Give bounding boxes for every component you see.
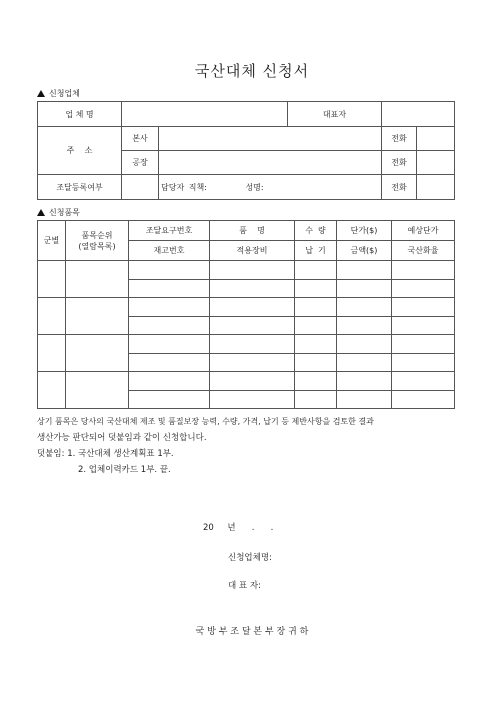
col-unit-price-header: 단가($): [337, 221, 392, 241]
stock-no-cell[interactable]: [129, 280, 210, 298]
company-name-label: 업 체 명: [38, 102, 122, 127]
order-cell[interactable]: [66, 335, 129, 372]
col-order-header: [66, 221, 129, 261]
ceo-field[interactable]: [382, 102, 455, 127]
section-items-label: 신청품목: [49, 208, 80, 217]
position-label: 직책:: [188, 182, 207, 192]
col-delivery-header: 납 기: [295, 241, 337, 261]
triangle-icon: [37, 90, 45, 97]
section-items-heading: [37, 207, 80, 218]
amount-cell[interactable]: [337, 391, 392, 409]
contact-label: 담당자: [161, 182, 185, 192]
equip-cell[interactable]: [210, 317, 295, 335]
table-row: [38, 335, 455, 354]
col-order-line1: 품목순위: [81, 230, 113, 240]
delivery-cell[interactable]: [295, 280, 337, 298]
item-cell[interactable]: [210, 335, 295, 354]
table-row: [38, 261, 455, 280]
attachment-line1: 덧붙임: 1. 국산대체 생산계획표 1부.: [37, 449, 174, 459]
col-item-header: 품 명: [210, 221, 295, 241]
applicant-company-line: 신청업체명:: [228, 553, 272, 563]
ceo-label: 대표자: [288, 102, 382, 127]
group-cell[interactable]: [38, 261, 66, 298]
col-qty-header: 수 량: [295, 221, 337, 241]
attachment-line2: 2. 업체이력카드 1부. 끝.: [78, 465, 171, 475]
req-no-cell[interactable]: [129, 298, 210, 317]
representative-line: 대 표 자:: [228, 581, 261, 591]
group-cell[interactable]: [38, 335, 66, 372]
qty-cell[interactable]: [295, 372, 337, 391]
statement-line2: 생산가능 판단되어 덧붙임과 같이 신청합니다.: [37, 433, 207, 443]
delivery-cell[interactable]: [295, 354, 337, 372]
hq-label: 본사: [122, 127, 159, 151]
group-cell[interactable]: [38, 298, 66, 335]
unit-price-cell[interactable]: [337, 335, 392, 354]
stock-no-cell[interactable]: [129, 391, 210, 409]
company-name-field[interactable]: [122, 102, 288, 127]
order-cell[interactable]: [66, 372, 129, 409]
currency-cell[interactable]: [392, 280, 455, 298]
name-label: 성명:: [245, 182, 264, 192]
items-table: [37, 220, 455, 409]
req-no-cell[interactable]: [129, 372, 210, 391]
statement-line1: 상기 품목은 당사의 국산대체 제조 및 품질보장 능력, 수량, 가격, 납기 등 제반사항을 검토한 결과: [37, 417, 374, 426]
order-cell[interactable]: [66, 261, 129, 298]
document-title: 국산대체 신청서: [194, 62, 310, 80]
equip-cell[interactable]: [210, 391, 295, 409]
currency-cell[interactable]: [392, 354, 455, 372]
item-cell[interactable]: [210, 261, 295, 280]
col-amount-header: 금액($): [337, 241, 392, 261]
contact-phone-label: 전화: [382, 175, 417, 200]
order-cell[interactable]: [66, 298, 129, 335]
group-cell[interactable]: [38, 372, 66, 409]
address-label: 주 소: [38, 127, 122, 175]
amount-cell[interactable]: [337, 354, 392, 372]
est-price-cell[interactable]: [392, 261, 455, 280]
stock-no-cell[interactable]: [129, 354, 210, 372]
qty-cell[interactable]: [295, 298, 337, 317]
qty-cell[interactable]: [295, 261, 337, 280]
item-cell[interactable]: [210, 298, 295, 317]
col-currency-header: 국산화율: [392, 241, 455, 261]
est-price-cell[interactable]: [392, 372, 455, 391]
date-line: 20 년 . .: [203, 523, 274, 533]
recipient-line: 국 방 부 조 달 본 부 장 귀 하: [195, 627, 309, 637]
delivery-cell[interactable]: [295, 391, 337, 409]
equip-cell[interactable]: [210, 280, 295, 298]
applicant-table: [37, 101, 455, 200]
est-price-cell[interactable]: [392, 298, 455, 317]
currency-cell[interactable]: [392, 317, 455, 335]
col-group-header: 군별: [38, 221, 66, 261]
unit-price-cell[interactable]: [337, 298, 392, 317]
col-order-line2: (열람목록): [78, 241, 116, 251]
section-applicant-heading: [37, 88, 80, 99]
table-row: [38, 372, 455, 391]
factory-address-field[interactable]: [159, 151, 382, 175]
factory-phone-label: 전화: [382, 151, 417, 175]
unit-price-cell[interactable]: [337, 372, 392, 391]
factory-label: 공장: [122, 151, 159, 175]
hq-address-field[interactable]: [159, 127, 382, 151]
section-applicant-label: 신청업체: [49, 89, 80, 98]
amount-cell[interactable]: [337, 317, 392, 335]
hq-phone-field[interactable]: [417, 127, 455, 151]
col-equip-header: 적용장비: [210, 241, 295, 261]
col-req-no-header: 조달요구번호: [129, 221, 210, 241]
currency-cell[interactable]: [392, 391, 455, 409]
table-row: [38, 298, 455, 317]
registration-label: 조달등록여부: [38, 175, 122, 200]
unit-price-cell[interactable]: [337, 261, 392, 280]
col-est-price-header: 예상단가: [392, 221, 455, 241]
factory-phone-field[interactable]: [417, 151, 455, 175]
req-no-cell[interactable]: [129, 335, 210, 354]
req-no-cell[interactable]: [129, 261, 210, 280]
col-stock-no-header: 재고번호: [129, 241, 210, 261]
hq-phone-label: 전화: [382, 127, 417, 151]
delivery-cell[interactable]: [295, 317, 337, 335]
amount-cell[interactable]: [337, 280, 392, 298]
equip-cell[interactable]: [210, 354, 295, 372]
item-cell[interactable]: [210, 372, 295, 391]
registration-field[interactable]: [122, 175, 159, 200]
contact-phone-field[interactable]: [417, 175, 455, 200]
est-price-cell[interactable]: [392, 335, 455, 354]
qty-cell[interactable]: [295, 335, 337, 354]
stock-no-cell[interactable]: [129, 317, 210, 335]
triangle-icon: [37, 209, 45, 216]
contact-cell[interactable]: [159, 175, 382, 200]
